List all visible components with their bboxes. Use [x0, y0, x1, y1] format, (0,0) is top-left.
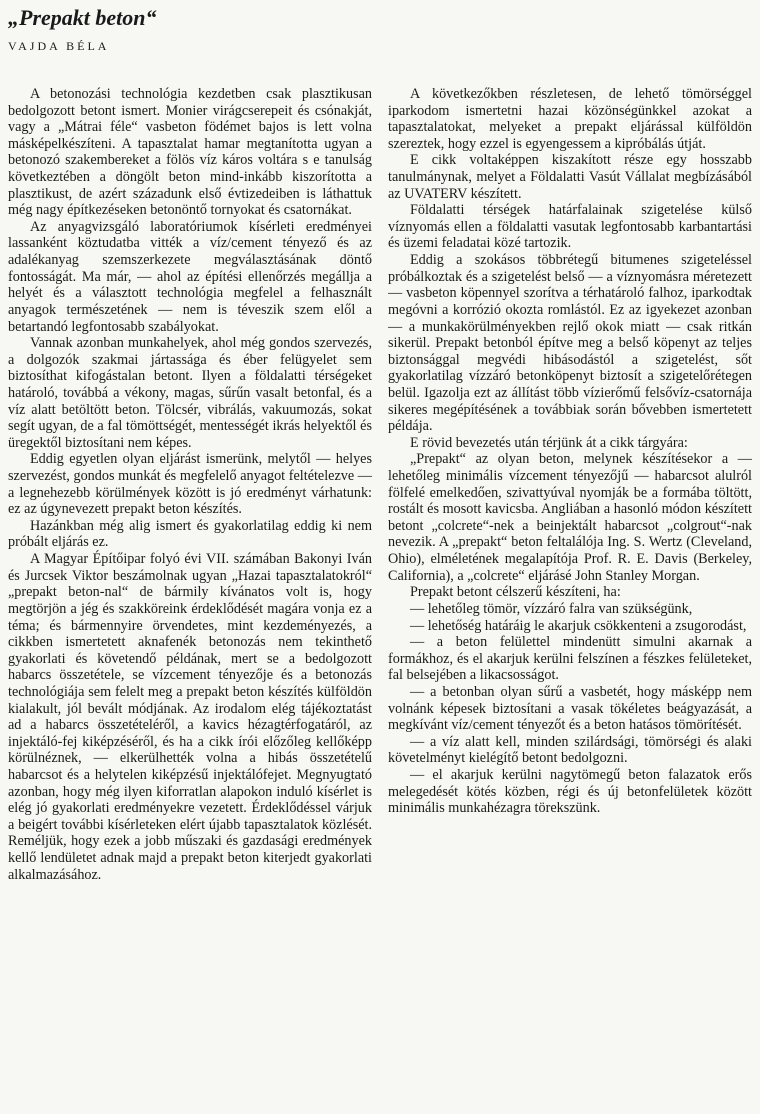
article-author: VAJDA BÉLA	[8, 39, 110, 53]
paragraph: Eddig a szokásos többrétegű bitumenes szigeteléssel próbálkoztak és a szigetelést belső — a víznyomásra méretezett — vasbeton köpennyel szorítva a térhatároló falhoz, iparkodtak megóvni a korrózió okozta romlástól. Ez az igyekezet azonban — a munkakörülményekben rejlő okok miatt — csak ritkán sikerül. Prepakt betonból építve meg a belső köpenyt az teljes biztonsággal megvédi hibásodástól a szigetelést, sőt gyakorlatilag vízzáró betonköpenyt biztosít a szigetelőrétegen belül. Igazolja ezt az állítást több vízierőmű felsővíz-csatornája sikeres megépítésének a továbbiak során bővebben ismertetett példája.	[388, 252, 752, 435]
list-item: — el akarjuk kerülni nagytömegű beton falazatok erős melegedését kötés közben, régi és új betonfelületek között minimális munkahézagra törekszünk.	[388, 766, 752, 817]
list-item: — a víz alatt kell, minden szilárdsági, tömörségi és alaki követelményt kielégítő betont bedolgozni.	[388, 733, 752, 767]
paragraph: Eddig egyetlen olyan eljárást ismerünk, melytől — helyes szervezést, gondos munkát és megfelelő anyagot feltételezve — a legnehezebb körülmények között is jó eredményt várhatunk: ez az úgynevezett prepakt beton készítés.	[8, 451, 372, 518]
paragraph: Prepakt betont célszerű készíteni, ha:	[410, 584, 621, 601]
article-title: „Prepakt beton“	[8, 5, 157, 30]
list-item: — lehetőleg tömör, vízzáró falra van szükségünk,	[410, 600, 693, 617]
paragraph: E rövid bevezetés után térjünk át a cikk tárgyára:	[410, 434, 688, 451]
left-column	[8, 86, 372, 1112]
paragraph: A betonozási technológia kezdetben csak plasztikusan bedolgozott betont ismert. Monier virágcserepeit és csónakját, vagy a „Mátrai féle“ vasbeton födémet bajos is lett volna másképelkészíteni. A tapasztalat hamar megtanította ugyan a betonozó szakembereket a fölös víz káros voltára s e tanulság következtében a döngölt beton mind-inkább kiszorította a plasztikust, de azért századunk első évtizedeiben is láthattuk még nagy építkezéseken betonöntő tornyokat és csatornákat.	[8, 86, 372, 219]
article-body	[8, 86, 752, 1112]
right-column	[388, 86, 752, 1112]
list-item: — a betonban olyan sűrű a vasbetét, hogy másképp nem volnánk képesek biztosítani a vasak tökéletes beágyazását, a megkívánt víz/cement tényezőt és a beton hatásos tömörítését.	[388, 683, 752, 734]
paragraph: A Magyar Építőipar folyó évi VII. számában Bakonyi Iván és Jurcsek Viktor beszámolnak ugyan „Hazai tapasztalatokról“ „prepakt beton-nal“ de bármily kívánatos volt is, hogy megtörjön a jég és szakköreink érdeklődését magára vonja ez a téma; és bármennyire örvendetes, mint kezdeményezés, a cikkben ismertetett aknafenék betonozás nem tekinthető gyakorlati és követendő példának, mert se a bedolgozott habarcs összetétele, se vízcement tényezője és a betonozás technológiája sem felelt meg a prepakt beton készítés külföldön kialakult, jól bevált módjának. Az irodalom elég tájékoztatást ad a habarcs összetételéről, a kavics hézagtérfogatáról, az injektáló-fej kiképzéséről, és ha a cikk írói előzőleg kellőképp körülnéznek, — elkerülhették volna a hibás összetételű habarcsot és a helytelen kiképzésű injektálófejet. Megnyugtató azonban, hogy még ilyen kiforratlan alapokon induló kísérlet is elég jó gyakorlati eredményekre vezetett. Érdeklődéssel várjuk a beigért további kísérleteken elért újabb tapasztalatok közlését. Reméljük, hogy ezek a jobb műszaki és gazdasági eredmények kellő lendületet adnak majd a prepakt beton kiterjedt gyakorlati alkalmazásához.	[8, 551, 372, 883]
list-item: — a beton felülettel mindenütt simulni akarnak a formákhoz, és el akarjuk kerülni felszínen a fészkes felületeket, fal belsejében a likacsosságot.	[388, 634, 752, 684]
paragraph: Vannak azonban munkahelyek, ahol még gondos szervezés, a dolgozók szakmai jártassága és éber felügyelet sem biztosíthat kifogástalan betont. Ilyen a földalatti térségeket határoló, továbbá a vékony, magas, sűrűn vasalt betonfal, és a víz alatt betöltött beton. Tölcsér, vibrálás, vakuumozás, sokat segít ugyan, de a fal tömöttségét, mentességét ikrás helyektől és üregektől biztosítani nem képes.	[8, 335, 372, 451]
paragraph: Földalatti térségek határfalainak szigetelése külső víznyomás ellen a földalatti vasutak legfontosabb karbantartási és üzemi feladatai közé tartozik.	[388, 202, 752, 252]
list-item: — lehetőség határáig le akarjuk csökkenteni a zsugorodást,	[410, 617, 747, 634]
paragraph: Hazánkban még alig ismert és gyakorlatilag eddig ki nem próbált eljárás ez.	[8, 517, 372, 551]
paragraph: E cikk voltaképpen kiszakított része egy hosszabb tanulmánynak, melyet a Földalatti Vasút Vállalat megbízásából az UVATERV készített.	[388, 152, 752, 202]
paragraph: A következőkben részletesen, de lehető tömörséggel iparkodom ismertetni hazai közönségünkkel azokat a tapasztalatokat, melyeket a prepakt eljárással külföldön szereztek, hogy ezzel is egyengessem a kipróbálás útját.	[388, 86, 752, 152]
paragraph: „Prepakt“ az olyan beton, melynek készítésekor a — lehetőleg minimális vízcement tényezőjű — habarcsot alulról fölfelé emelkedően, szivattyúval nyomják be a formába töltött, rostált és mosott kavicsba. Angliában a hasonló módon készített betont „colcrete“-nek a beinjektált habarcsot „colgrout“-nak nevezik. A „prepakt“ beton feltalálója Ing. S. Wertz (Cleveland, Ohio), elméletének megalapítója Prof. R. E. Davis (Berkeley, California), a „colcrete“ eljárásé John Stanley Morgan.	[388, 451, 752, 584]
paragraph: Az anyagvizsgáló laboratóriumok kísérleti eredményei lassanként köztudatba vitték a víz/cement tényező és az adalékanyag szemszerkezete megválasztásának döntő fontosságát. Ma már, — ahol az építési ellenőrzés megállja a helyét és a választott technológia megfelel a felhasznált anyagok természetének — nem is téveszik szem elől a betartandó legfontosabb szabályokat.	[8, 218, 372, 335]
